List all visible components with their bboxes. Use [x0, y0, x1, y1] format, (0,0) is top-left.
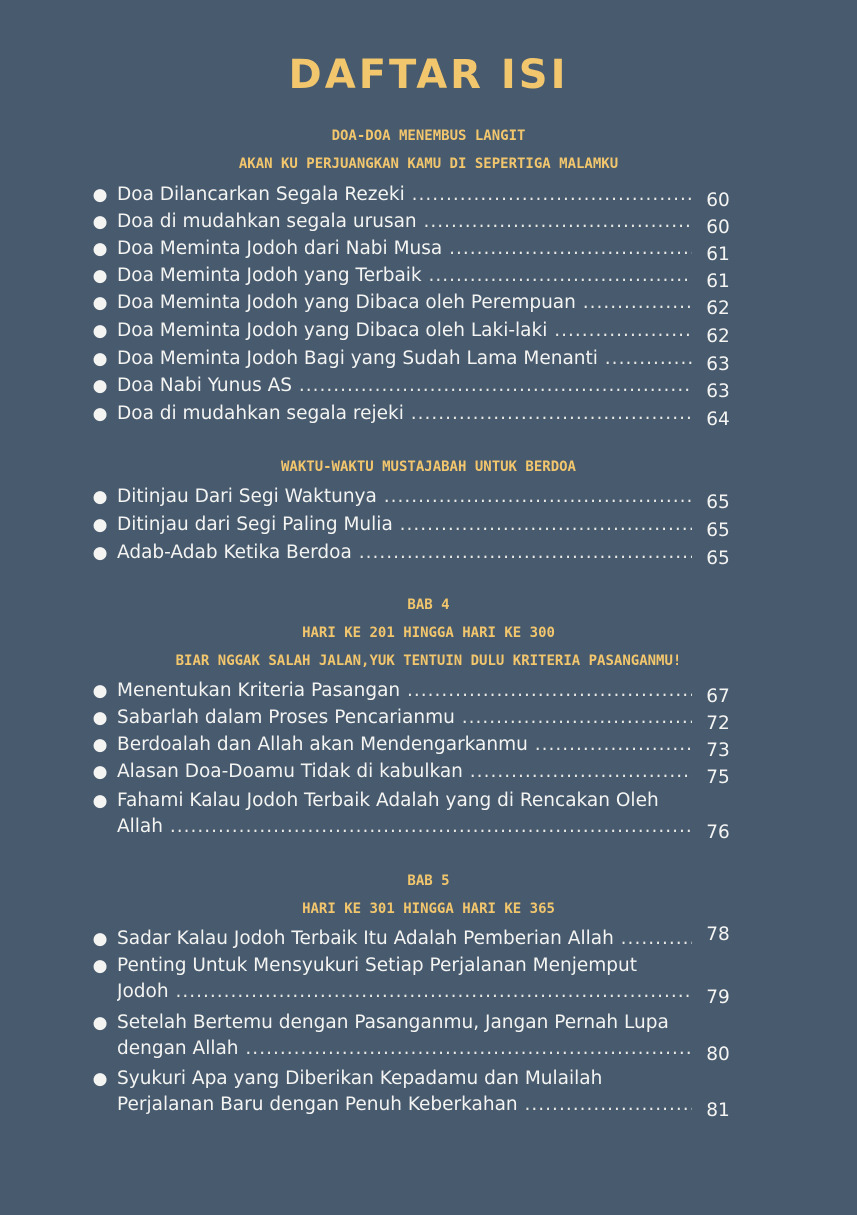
toc-entry[interactable]: [90, 1066, 740, 1121]
page-number: 76: [706, 822, 730, 843]
toc-entry[interactable]: [90, 401, 740, 430]
toc-entry[interactable]: [90, 209, 740, 238]
entry-title: Doa Meminta Jodoh dari Nabi Musa .....: [117, 236, 692, 262]
chapter-subheading: HARI KE 301 HINGGA HARI KE 365: [302, 901, 555, 917]
toc-entry[interactable]: [90, 484, 740, 513]
page-number: 63: [706, 354, 730, 375]
page-number: 65: [706, 520, 730, 541]
page-number: 61: [706, 271, 730, 292]
bullet-icon: ●: [92, 404, 108, 424]
page-number: 67: [706, 686, 730, 707]
bullet-icon: ●: [92, 239, 108, 259]
page-number: 64: [706, 409, 730, 430]
bullet-icon: ●: [92, 1069, 108, 1089]
entry-title: Berdoalah dan Allah akan Mendengarkanmu .....: [117, 732, 692, 758]
toc-entry[interactable]: [90, 953, 740, 1008]
page-number: 65: [706, 548, 730, 569]
toc-entry[interactable]: [90, 926, 740, 952]
entry-title: Doa Meminta Jodoh yang Terbaik .....: [117, 263, 692, 289]
entry-title: Adab-Adab Ketika Berdoa .....: [117, 540, 692, 566]
entry-title: Doa Meminta Jodoh yang Dibaca oleh Perempuan .....: [117, 290, 692, 316]
bullet-icon: ●: [92, 185, 108, 205]
bullet-icon: ●: [92, 515, 108, 535]
bullet-icon: ●: [92, 487, 108, 507]
entry-title: Doa Meminta Jodoh Bagi yang Sudah Lama Menanti .....: [117, 346, 692, 372]
toc-entry[interactable]: [90, 346, 740, 375]
page-number: 62: [706, 298, 730, 319]
bullet-icon: ●: [92, 266, 108, 286]
toc-entry[interactable]: [90, 540, 740, 569]
chapter-heading: BAB 5: [407, 873, 450, 889]
entry-title: Ditinjau Dari Segi Waktunya .....: [117, 484, 692, 510]
entry-title-continued: dengan Allah .....: [117, 1036, 692, 1062]
page-number: 61: [706, 244, 730, 265]
toc-entry[interactable]: [90, 182, 740, 211]
entry-title: Menentukan Kriteria Pasangan .....: [117, 678, 692, 704]
bullet-icon: ●: [92, 543, 108, 563]
entry-title: Fahami Kalau Jodoh Terbaik Adalah yang di Rencakan Oleh: [117, 790, 659, 811]
toc-entry[interactable]: [90, 759, 740, 788]
entry-title: Doa Dilancarkan Segala Rezeki .....: [117, 182, 692, 208]
page-number: 79: [706, 987, 730, 1008]
page-number: 80: [706, 1044, 730, 1065]
bullet-icon: ●: [92, 1013, 108, 1033]
entry-title: Doa di mudahkan segala rejeki .....: [117, 401, 692, 427]
entry-title-continued: Allah .....: [117, 814, 692, 840]
page-number: 65: [706, 492, 730, 513]
bullet-icon: ●: [92, 321, 108, 341]
bullet-icon: ●: [92, 376, 108, 396]
page-number: 60: [706, 190, 730, 211]
section-heading: DOA-DOA MENEMBUS LANGIT: [331, 128, 526, 144]
entry-title: Doa di mudahkan segala urusan .....: [117, 209, 692, 235]
page-number: 62: [706, 326, 730, 347]
toc-entry[interactable]: [90, 512, 740, 541]
bullet-icon: ●: [92, 212, 108, 232]
page-number: 63: [706, 381, 730, 402]
bullet-icon: ●: [92, 681, 108, 701]
entry-title: Sadar Kalau Jodoh Terbaik Itu Adalah Pemberian Allah .....: [117, 926, 692, 952]
page-number: 78: [706, 924, 730, 945]
page-title: DAFTAR ISI: [288, 52, 569, 98]
entry-title: Doa Meminta Jodoh yang Dibaca oleh Laki-laki .....: [117, 318, 692, 344]
page-number: 60: [706, 217, 730, 238]
toc-entry[interactable]: [90, 373, 740, 402]
toc-entry[interactable]: [90, 1010, 740, 1065]
toc-entry[interactable]: [90, 678, 740, 707]
section-subheading: AKAN KU PERJUANGKAN KAMU DI SEPERTIGA MALAMKU: [238, 156, 619, 172]
entry-title: Syukuri Apa yang Diberikan Kepadamu dan Mulailah: [117, 1068, 603, 1089]
toc-entry[interactable]: [90, 732, 740, 761]
page-number: 72: [706, 713, 730, 734]
chapter-subheading: HARI KE 201 HINGGA HARI KE 300: [302, 625, 555, 641]
bullet-icon: ●: [92, 956, 108, 976]
chapter-heading: BAB 4: [407, 597, 450, 613]
bullet-icon: ●: [92, 929, 108, 949]
toc-entry[interactable]: [90, 290, 740, 319]
toc-entry[interactable]: [90, 705, 740, 734]
section-heading: WAKTU-WAKTU MUSTAJABAH UNTUK BERDOA: [280, 459, 576, 475]
entry-title: Alasan Doa-Doamu Tidak di kabulkan .....: [117, 759, 692, 785]
bullet-icon: ●: [92, 791, 108, 811]
toc-entry[interactable]: [90, 236, 740, 265]
bullet-icon: ●: [92, 735, 108, 755]
bullet-icon: ●: [92, 762, 108, 782]
bullet-icon: ●: [92, 293, 108, 313]
page-number: 81: [706, 1100, 730, 1121]
toc-entry[interactable]: [90, 788, 740, 843]
entry-title: Doa Nabi Yunus AS .....: [117, 373, 692, 399]
toc-entry[interactable]: [90, 263, 740, 292]
entry-title: Sabarlah dalam Proses Pencarianmu .....: [117, 705, 692, 731]
toc-entry[interactable]: [90, 318, 740, 347]
bullet-icon: ●: [92, 708, 108, 728]
page-number: 75: [706, 767, 730, 788]
page-number: 73: [706, 740, 730, 761]
entry-title: Penting Untuk Mensyukuri Setiap Perjalanan Menjemput: [117, 955, 637, 976]
entry-title: Ditinjau dari Segi Paling Mulia .....: [117, 512, 692, 538]
chapter-subheading: BIAR NGGAK SALAH JALAN,YUK TENTUIN DULU KRITERIA PASANGANMU!: [175, 653, 682, 669]
entry-title-continued: Perjalanan Baru dengan Penuh Keberkahan .....: [117, 1092, 692, 1118]
entry-title-continued: Jodoh .....: [117, 979, 692, 1005]
bullet-icon: ●: [92, 349, 108, 369]
entry-title: Setelah Bertemu dengan Pasanganmu, Jangan Pernah Lupa: [117, 1012, 669, 1033]
